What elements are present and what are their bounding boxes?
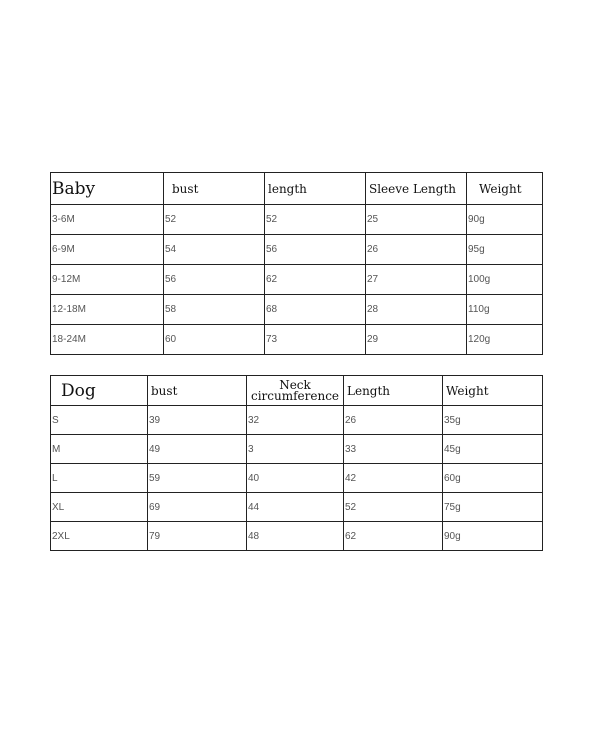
size-cell: M xyxy=(51,435,148,464)
header-neck-circumference: Neck circumference xyxy=(247,376,344,406)
size-cell: L xyxy=(51,464,148,493)
size-cell: 9-12M xyxy=(51,265,164,295)
weight-cell: 60g xyxy=(443,464,543,493)
length-cell: 42 xyxy=(344,464,443,493)
weight-cell: 45g xyxy=(443,435,543,464)
bust-cell: 79 xyxy=(148,522,247,551)
length-cell: 33 xyxy=(344,435,443,464)
length-cell: 62 xyxy=(265,265,366,295)
bust-cell: 59 xyxy=(148,464,247,493)
weight-cell: 35g xyxy=(443,406,543,435)
baby-size-table xyxy=(50,172,543,355)
size-cell: S xyxy=(51,406,148,435)
neck-cell: 44 xyxy=(247,493,344,522)
weight-cell: 95g xyxy=(467,235,543,265)
header-baby: Baby xyxy=(51,173,164,205)
table-header-row xyxy=(51,173,543,205)
table-row xyxy=(51,493,543,522)
bust-cell: 54 xyxy=(164,235,265,265)
weight-cell: 75g xyxy=(443,493,543,522)
bust-cell: 49 xyxy=(148,435,247,464)
size-cell: 6-9M xyxy=(51,235,164,265)
size-cell: XL xyxy=(51,493,148,522)
size-cell: 3-6M xyxy=(51,205,164,235)
table-row xyxy=(51,235,543,265)
header-weight: Weight xyxy=(467,173,543,205)
bust-cell: 52 xyxy=(164,205,265,235)
length-cell: 52 xyxy=(265,205,366,235)
table-row xyxy=(51,522,543,551)
header-length: Length xyxy=(344,376,443,406)
header-weight: Weight xyxy=(443,376,543,406)
length-cell: 56 xyxy=(265,235,366,265)
size-cell: 18-24M xyxy=(51,325,164,355)
weight-cell: 90g xyxy=(443,522,543,551)
table-row xyxy=(51,435,543,464)
table-header-row xyxy=(51,376,543,406)
neck-cell: 40 xyxy=(247,464,344,493)
neck-cell: 48 xyxy=(247,522,344,551)
bust-cell: 69 xyxy=(148,493,247,522)
sleeve-length-cell: 25 xyxy=(366,205,467,235)
table-row xyxy=(51,325,543,355)
neck-cell: 32 xyxy=(247,406,344,435)
bust-cell: 58 xyxy=(164,295,265,325)
size-cell: 2XL xyxy=(51,522,148,551)
weight-cell: 90g xyxy=(467,205,543,235)
header-sleeve-length: Sleeve Length xyxy=(366,173,467,205)
bust-cell: 60 xyxy=(164,325,265,355)
bust-cell: 56 xyxy=(164,265,265,295)
header-dog: Dog xyxy=(51,376,148,406)
length-cell: 52 xyxy=(344,493,443,522)
header-length: length xyxy=(265,173,366,205)
sleeve-length-cell: 26 xyxy=(366,235,467,265)
header-bust: bust xyxy=(164,173,265,205)
neck-cell: 3 xyxy=(247,435,344,464)
sleeve-length-cell: 28 xyxy=(366,295,467,325)
size-cell: 12-18M xyxy=(51,295,164,325)
length-cell: 26 xyxy=(344,406,443,435)
sleeve-length-cell: 27 xyxy=(366,265,467,295)
table-row xyxy=(51,406,543,435)
length-cell: 68 xyxy=(265,295,366,325)
table-row xyxy=(51,295,543,325)
table-row xyxy=(51,464,543,493)
length-cell: 62 xyxy=(344,522,443,551)
weight-cell: 100g xyxy=(467,265,543,295)
length-cell: 73 xyxy=(265,325,366,355)
sleeve-length-cell: 29 xyxy=(366,325,467,355)
table-row xyxy=(51,265,543,295)
header-bust: bust xyxy=(148,376,247,406)
table-row xyxy=(51,205,543,235)
weight-cell: 120g xyxy=(467,325,543,355)
dog-size-table xyxy=(50,375,543,551)
weight-cell: 110g xyxy=(467,295,543,325)
bust-cell: 39 xyxy=(148,406,247,435)
